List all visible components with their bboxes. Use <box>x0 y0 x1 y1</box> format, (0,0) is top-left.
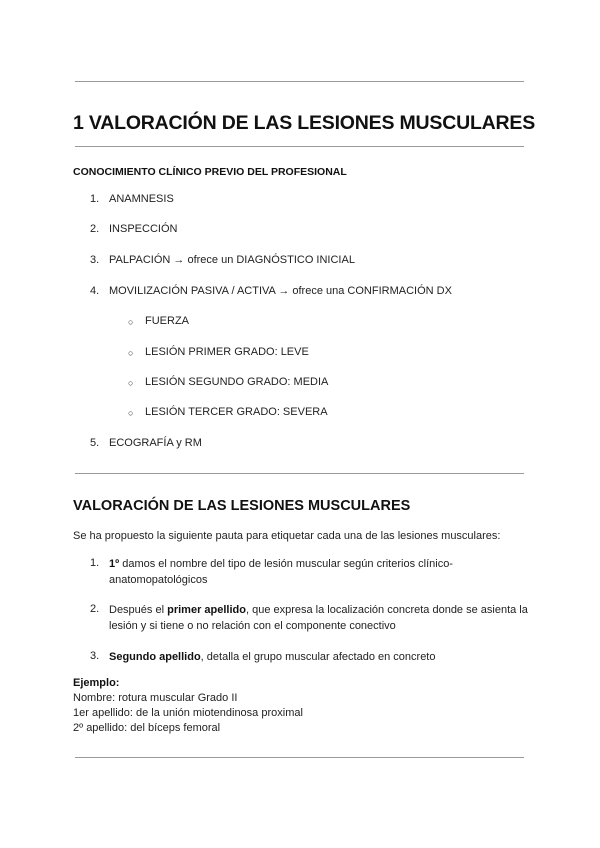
subheading: CONOCIMIENTO CLÍNICO PREVIO DEL PROFESIONAL <box>73 166 347 178</box>
document-page: 1 VALORACIÓN DE LAS LESIONES MUSCULARES CONOCIMIENTO CLÍNICO PREVIO DEL PROFESIONAL 1. ANAMNESIS 2. INSPECCIÓN 3. PALPACIÓN → ofrece un DIAGNÓSTICO INICIAL 4. MOVILIZACIÓN PASIVA / ACTIVA → ofrece una CONFIRMACIÓN DX ○ FUERZA ○ LESIÓN PRIMER GRADO: LEVE ○ LESIÓN SEGUNDO GRADO: MEDIA ○ LESIÓN TERCER GRADO: SEVERA 5. ECOGRAFÍA y RM VALORACIÓN DE LAS LESIONES MUSCULARES Se ha propuesto la siguiente pauta para etiquetar cada una de las lesiones musculares: 1. 1º damos el nombre del tipo de lesión muscular según criterios clínico-anatomopatológicos 2. Después el primer apellido, que expresa la localización concreta donde se asienta la lesión y si tiene o no relación con el componente conectivo 3. Segundo apellido, detalla el grupo muscular afectado en concreto Ejemplo: Nombre: rotura muscular Grado II 1er apellido: de la unión miotendinosa proximal 2º apellido: del bíceps femoral <box>0 0 600 848</box>
section-title: 1 VALORACIÓN DE LAS LESIONES MUSCULARES <box>73 112 536 134</box>
intro-paragraph: Se ha propuesto la siguiente pauta para etiquetar cada una de las lesiones musculares: <box>73 530 501 542</box>
example-line: Nombre: rotura muscular Grado II <box>73 692 238 704</box>
hollow-circle-bullet-icon: ○ <box>128 378 134 388</box>
example-line: 1er apellido: de la unión miotendinosa proximal <box>73 707 303 719</box>
hollow-circle-bullet-icon: ○ <box>128 317 134 327</box>
example-label: Ejemplo: <box>73 677 120 689</box>
example-line: 2º apellido: del bíceps femoral <box>73 722 221 734</box>
divider <box>75 146 524 147</box>
hollow-circle-bullet-icon: ○ <box>128 348 134 358</box>
divider <box>75 473 524 474</box>
divider <box>75 757 524 758</box>
hollow-circle-bullet-icon: ○ <box>128 408 134 418</box>
divider <box>75 81 524 82</box>
section-heading: VALORACIÓN DE LAS LESIONES MUSCULARES <box>73 498 411 514</box>
